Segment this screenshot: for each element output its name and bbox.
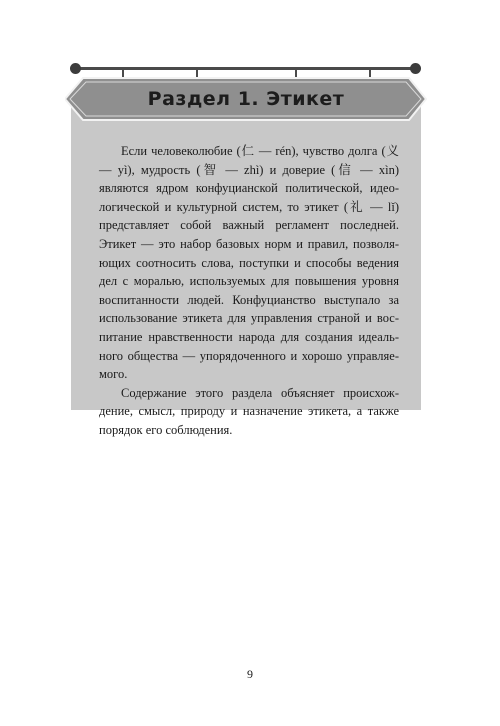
hanger-peg [196, 68, 198, 77]
hanger-peg [295, 68, 297, 77]
rod-end-knob-right [410, 63, 421, 74]
hanger-peg [369, 68, 371, 77]
hanger-peg [122, 68, 124, 77]
hanging-rod [75, 67, 416, 70]
body-paragraph: Содержание этого раздела объясняет происхождение, смысл, природу и назначение этикета, а также порядок его соблюдения. [99, 385, 399, 437]
section-body [99, 142, 399, 440]
body-paragraph: Если человеколюбие (仁 — rén), чувство долга (义 — yì), мудрость (智 — zhì) и доверие (信 — xìn) являются ядром конфуцианской политической, идеологической и культурной систем, то этикет (礼 — lǐ) представляет собой важный регламент последней. Этикет — это набор базовых норм и правил, позволяющих соотносить слова, поступки и способы ведения дел с моралью, используемых для повышения уровня воспитанности людей. Конфуцианство выступало за использование этикета для управления страной и воспитание нравственности народа для создания идеального общества — упорядоченного и хорошо управляемого. [99, 144, 399, 382]
section-banner [65, 77, 427, 121]
section-title: Раздел 1. Этикет [147, 88, 345, 110]
page-number: 9 [247, 667, 253, 681]
rod-end-knob-left [70, 63, 81, 74]
